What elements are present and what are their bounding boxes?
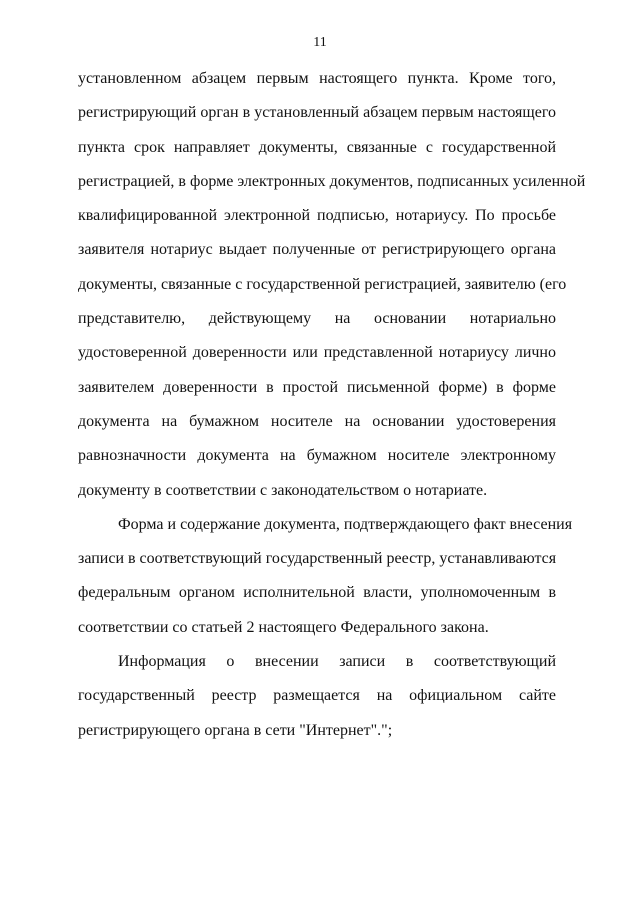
text-line: равнозначности документа на бумажном носителе электронному	[78, 447, 556, 465]
text-line: Форма и содержание документа, подтверждающего факт внесения	[118, 515, 573, 533]
text-line: Информация о внесении записи в соответствующий	[118, 653, 556, 671]
paragraph-2	[78, 508, 573, 645]
text-line: представителю, действующему на основании нотариально	[78, 310, 556, 328]
text-line: пункта срок направляет документы, связанные с государственной	[78, 138, 556, 156]
text-line: федеральным органом исполнительной власти, уполномоченным в	[78, 584, 556, 602]
text-line: записи в соответствующий государственный реестр, устанавливаются	[78, 550, 557, 568]
text-line: регистрирующий орган в установленный абзацем первым настоящего	[78, 104, 556, 122]
text-line: документы, связанные с государственной регистрацией, заявителю (его	[78, 275, 567, 293]
text-line: соответствии со статьей 2 настоящего Федерального закона.	[78, 618, 489, 636]
document-body	[78, 62, 586, 748]
text-line: квалифицированной электронной подписью, нотариусу. По просьбе	[78, 207, 556, 225]
text-line: удостоверенной доверенности или представленной нотариусу лично	[78, 344, 556, 362]
text-line: государственный реестр размещается на официальном сайте	[78, 687, 556, 705]
text-line: заявителем доверенности в простой письменной форме) в форме	[78, 378, 556, 396]
paragraph-1	[78, 62, 586, 508]
text-line: документа на бумажном носителе на основании удостоверения	[78, 412, 556, 430]
text-line: регистрацией, в форме электронных документов, подписанных усиленной	[78, 172, 586, 190]
text-line: регистрирующего органа в сети "Интернет".";	[78, 721, 393, 739]
text-line: документу в соответствии с законодательством о нотариате.	[78, 481, 488, 499]
text-line: заявителя нотариус выдает полученные от регистрирующего органа	[78, 241, 556, 259]
page-number: 11	[313, 35, 327, 50]
paragraph-3	[78, 645, 556, 748]
text-line: установленном абзацем первым настоящего пункта. Кроме того,	[78, 70, 556, 87]
